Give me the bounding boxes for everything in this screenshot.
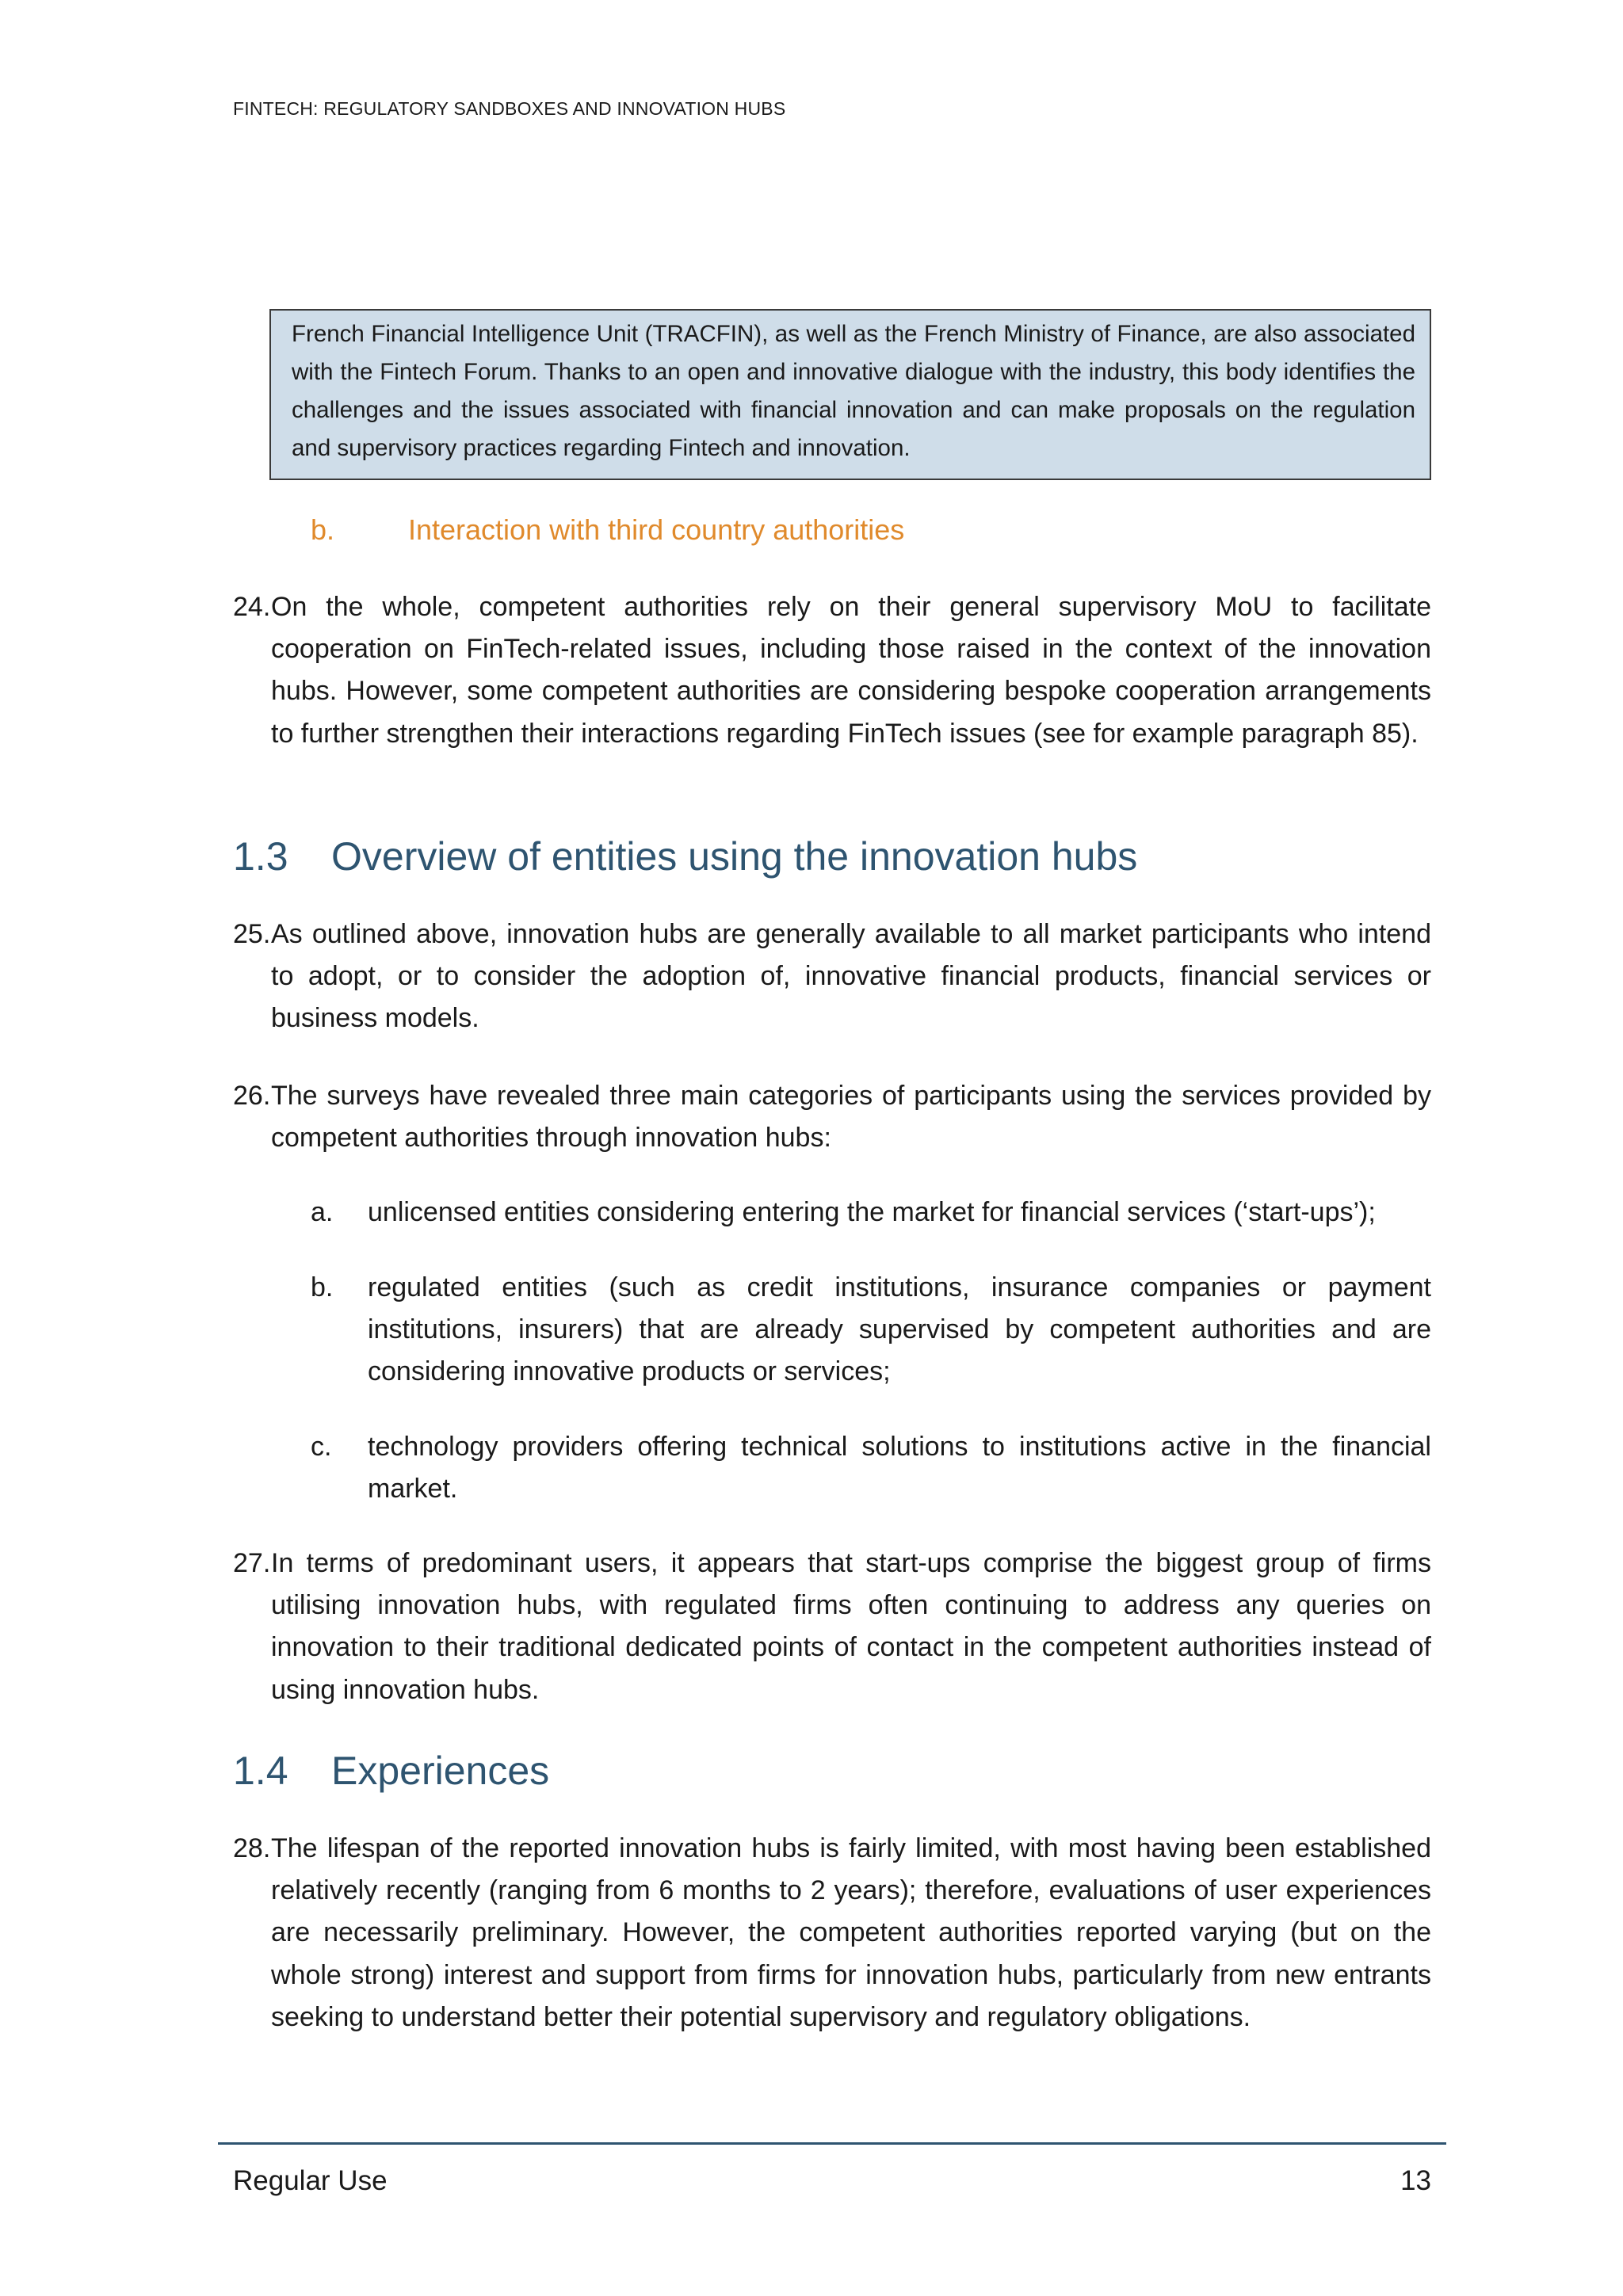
page-number: 13	[1400, 2165, 1431, 2196]
list-marker: a.	[311, 1197, 334, 1227]
footer-classification: Regular Use	[233, 2165, 388, 2196]
paragraph-text: The surveys have revealed three main categories of participants using the services provided by competent authorities through innovation hubs:	[271, 1081, 1431, 1154]
section-heading-1-3	[233, 833, 1137, 879]
paragraph-number: 24.	[233, 592, 271, 622]
list-item-text: technology providers offering technical solutions to institutions active in the financial market.	[368, 1432, 1431, 1505]
paragraph-text: On the whole, competent authorities rely on their general supervisory MoU to facilitate cooperation on FinTech-related issues, including those raised in the context of the innovation hubs. However, some competent authorities are considering bespoke cooperation arrangements to further strengthen their interactions regarding FinTech issues (see for example paragraph 85).	[271, 592, 1431, 749]
list-item-c	[311, 1426, 1431, 1510]
paragraph-26	[233, 1075, 1431, 1159]
paragraph-text: The lifespan of the reported innovation hubs is fairly limited, with most having been established relatively recently (ranging from 6 months to 2 years); therefore, evaluations of user experiences are necessarily preliminary. However, the competent authorities reported varying (but on the whole strong) interest and support from firms for innovation hubs, particularly from new entrants seeking to understand better their potential supervisory and regulatory obligations.	[271, 1833, 1431, 2032]
list-item-a	[311, 1192, 1431, 1234]
section-number: 1.3	[233, 834, 288, 879]
section-heading-1-4	[233, 1748, 549, 1794]
list-item-b	[311, 1267, 1431, 1394]
list-marker: b.	[311, 1272, 334, 1302]
section-title: Experiences	[331, 1749, 550, 1793]
paragraph-number: 28.	[233, 1833, 271, 1863]
section-title: Overview of entities using the innovation hubs	[331, 834, 1138, 879]
subsection-marker: b.	[311, 513, 335, 546]
subsection-heading	[311, 513, 904, 547]
section-number: 1.4	[233, 1749, 288, 1793]
boxed-note-text: French Financial Intelligence Unit (TRACFIN), as well as the French Ministry of Finance, are also associated with the Fintech Forum. Thanks to an open and innovative dialogue with the industry, this body identifies the challenges and the issues associated with financial innovation and can make proposals on the regulation and supervisory practices regarding Fintech and innovation.	[292, 321, 1415, 461]
paragraph-text: As outlined above, innovation hubs are generally available to all market participants who intend to adopt, or to consider the adoption of, innovative financial products, financial services or business models.	[271, 919, 1431, 1034]
paragraph-25	[233, 913, 1431, 1040]
paragraph-28	[233, 1828, 1431, 2039]
list-item-text: regulated entities (such as credit institutions, insurance companies or payment institutions, insurers) that are already supervised by competent authorities and are considering innovative products or services;	[368, 1272, 1431, 1387]
footer-rule	[218, 2142, 1446, 2145]
paragraph-number: 27.	[233, 1548, 271, 1578]
paragraph-number: 26.	[233, 1081, 271, 1111]
list-marker: c.	[311, 1432, 332, 1462]
paragraph-number: 25.	[233, 919, 271, 949]
paragraph-24	[233, 586, 1431, 755]
list-item-text: unlicensed entities considering entering the market for financial services (‘start-ups’);	[368, 1197, 1376, 1227]
running-header: FINTECH: REGULATORY SANDBOXES AND INNOVATION HUBS	[233, 98, 786, 119]
boxed-note	[269, 309, 1431, 480]
paragraph-27	[233, 1543, 1431, 1711]
subsection-title: Interaction with third country authorities	[408, 513, 905, 546]
paragraph-text: In terms of predominant users, it appears that start-ups comprise the biggest group of firms utilising innovation hubs, with regulated firms often continuing to address any queries on innovation to their traditional dedicated points of contact in the competent authorities instead of using innovation hubs.	[271, 1548, 1431, 1705]
